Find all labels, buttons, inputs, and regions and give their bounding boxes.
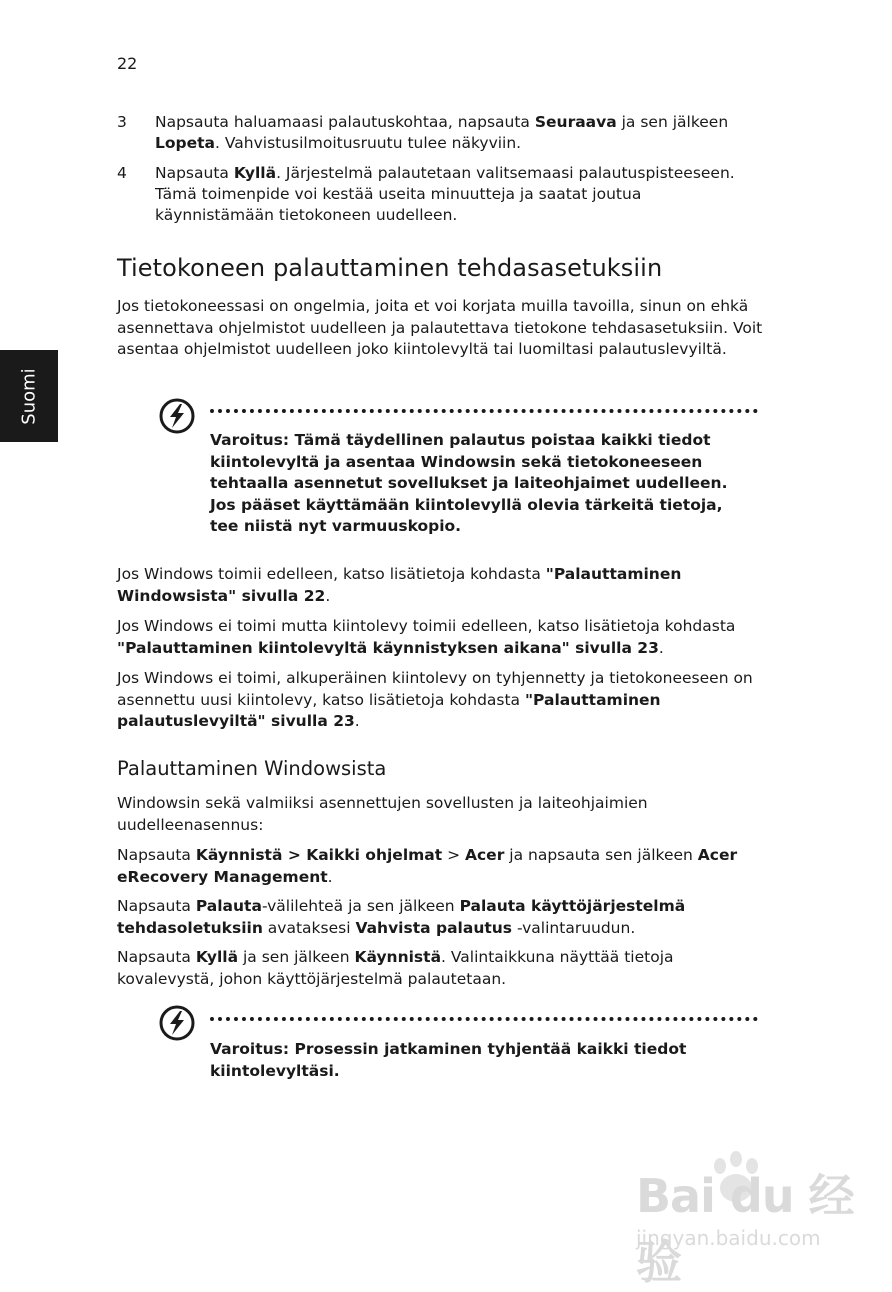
text-run: avataksesi bbox=[262, 918, 356, 937]
body-paragraph bbox=[117, 896, 767, 939]
text-run: Napsauta bbox=[117, 897, 196, 915]
warning-icon bbox=[159, 398, 195, 434]
text-run: Napsauta haluamaasi palautuskohtaa, napsauta bbox=[155, 113, 535, 131]
text-run: . bbox=[658, 638, 664, 657]
text-run: Napsauta bbox=[117, 948, 196, 966]
bold-run: "Palauttaminen kiintolevyltä käynnistyksen aikana" sivulla 23 bbox=[117, 638, 659, 657]
warning-text: Varoitus: Tämä täydellinen palautus poistaa kaikki tiedot kiintolevyltä ja asentaa Windowsin sekä tietokoneeseen tehtaalla asennetut sovellukset ja laiteohjaimet uudelleen. Jos pääset käyttämään kiintolevyllä olevia tärkeitä tietoja, tee niistä nyt varmuuskopio. bbox=[210, 431, 728, 535]
watermark-url: jingyan.baidu.com bbox=[636, 1226, 821, 1250]
bold-run: Käynnistä bbox=[195, 846, 283, 864]
text-run: . bbox=[354, 712, 360, 730]
body-paragraph bbox=[117, 793, 767, 836]
text-run: Napsauta bbox=[155, 164, 234, 182]
reference-paragraph bbox=[117, 668, 767, 733]
bold-run: Seuraava bbox=[534, 113, 617, 131]
warning-divider bbox=[210, 1017, 758, 1021]
text-run: Windowsin sekä valmiiksi asennettujen sovellusten ja laiteohjaimien uudelleenasennus: bbox=[117, 794, 648, 834]
reference-paragraph bbox=[117, 616, 767, 659]
text-run: Jos tietokoneessasi on ongelmia, joita et voi korjata muilla tavoilla, sinun on ehkä asennettava ohjelmistot uudelleen ja palautettava tietokone tehdasasetuksiin. Voit asentaa ohjelmistot uudelleen joko kiintolevyltä tai luomiltasi palautuslevyiltä. bbox=[117, 297, 763, 358]
bold-run: Kyllä bbox=[233, 164, 277, 182]
step-number: 3 bbox=[117, 113, 127, 131]
text-run: Jos Windows ei toimi mutta kiintolevy toimii edelleen, katso lisätietoja kohdasta bbox=[117, 617, 736, 635]
intro-paragraph bbox=[117, 296, 767, 361]
bold-run: > bbox=[282, 846, 307, 864]
warning-divider bbox=[210, 409, 758, 413]
subsection-title: Palauttaminen Windowsista bbox=[117, 757, 387, 780]
text-run: ja napsauta sen jälkeen bbox=[504, 846, 698, 864]
bold-run: Kyllä bbox=[195, 948, 239, 966]
baidu-watermark bbox=[636, 1150, 856, 1289]
bold-run: "Palauttaminen Windowsista" sivulla 22 bbox=[117, 565, 682, 605]
text-run: . bbox=[325, 586, 331, 605]
bold-run: Palauta käyttöjärjestelmä tehdasoletuksiin bbox=[117, 897, 686, 937]
text-run: . Järjestelmä palautetaan valitsemaasi palautuspisteeseen. Tämä toimenpide voi kestää useita minuutteja ja saatat joutua käynnistämään tietokoneen uudelleen. bbox=[155, 164, 735, 224]
bold-run: Palauta bbox=[195, 897, 262, 915]
bold-run: "Palauttaminen palautuslevyiltä" sivulla 23 bbox=[117, 690, 661, 730]
text-run: > bbox=[442, 846, 465, 864]
step-text bbox=[155, 163, 765, 226]
text-run: Jos Windows ei toimi, alkuperäinen kiintolevy on tyhjennetty ja tietokoneeseen on asennettu uusi kiintolevy, katso lisätietoja kohdasta bbox=[117, 669, 753, 709]
body-paragraph bbox=[117, 845, 767, 888]
bold-run: Lopeta bbox=[155, 134, 216, 152]
text-run: . Vahvistusilmoitusruutu tulee näkyviin. bbox=[215, 134, 522, 152]
text-run: -valintaruudun. bbox=[512, 918, 636, 937]
bold-run: Käynnistä bbox=[354, 948, 442, 966]
step-number: 4 bbox=[117, 164, 127, 182]
text-run: -välilehteä ja sen jälkeen bbox=[261, 897, 460, 915]
body-paragraph bbox=[117, 947, 767, 990]
text-run: ja sen jälkeen bbox=[616, 113, 729, 131]
text-run: Jos Windows toimii edelleen, katso lisätietoja kohdasta bbox=[117, 565, 546, 583]
side-tab-label: Suomi bbox=[18, 367, 40, 425]
page-number: 22 bbox=[117, 54, 138, 73]
section-title: Tietokoneen palauttaminen tehdasasetuksiin bbox=[117, 254, 663, 282]
bold-run: Vahvista palautus bbox=[355, 918, 513, 937]
bold-run: Kaikki ohjelmat bbox=[306, 846, 443, 864]
bold-run: Acer eRecovery Management bbox=[117, 846, 738, 886]
step-text bbox=[155, 112, 765, 154]
warning-text: Varoitus: Prosessin jatkaminen tyhjentää kaikki tiedot kiintolevyltäsi. bbox=[210, 1040, 687, 1080]
text-run: ja sen jälkeen bbox=[238, 948, 355, 966]
text-run: . bbox=[327, 867, 333, 886]
text-run: . Valintaikkuna näyttää tietoja kovalevystä, johon käyttöjärjestelmä palautetaan. bbox=[117, 948, 674, 988]
text-run: Napsauta bbox=[117, 846, 196, 864]
bold-run: Acer bbox=[465, 846, 505, 864]
language-side-tab bbox=[0, 350, 58, 442]
reference-paragraph bbox=[117, 564, 767, 607]
watermark-logo: Bai du 经验 bbox=[636, 1169, 854, 1289]
warning-icon bbox=[159, 1005, 195, 1041]
